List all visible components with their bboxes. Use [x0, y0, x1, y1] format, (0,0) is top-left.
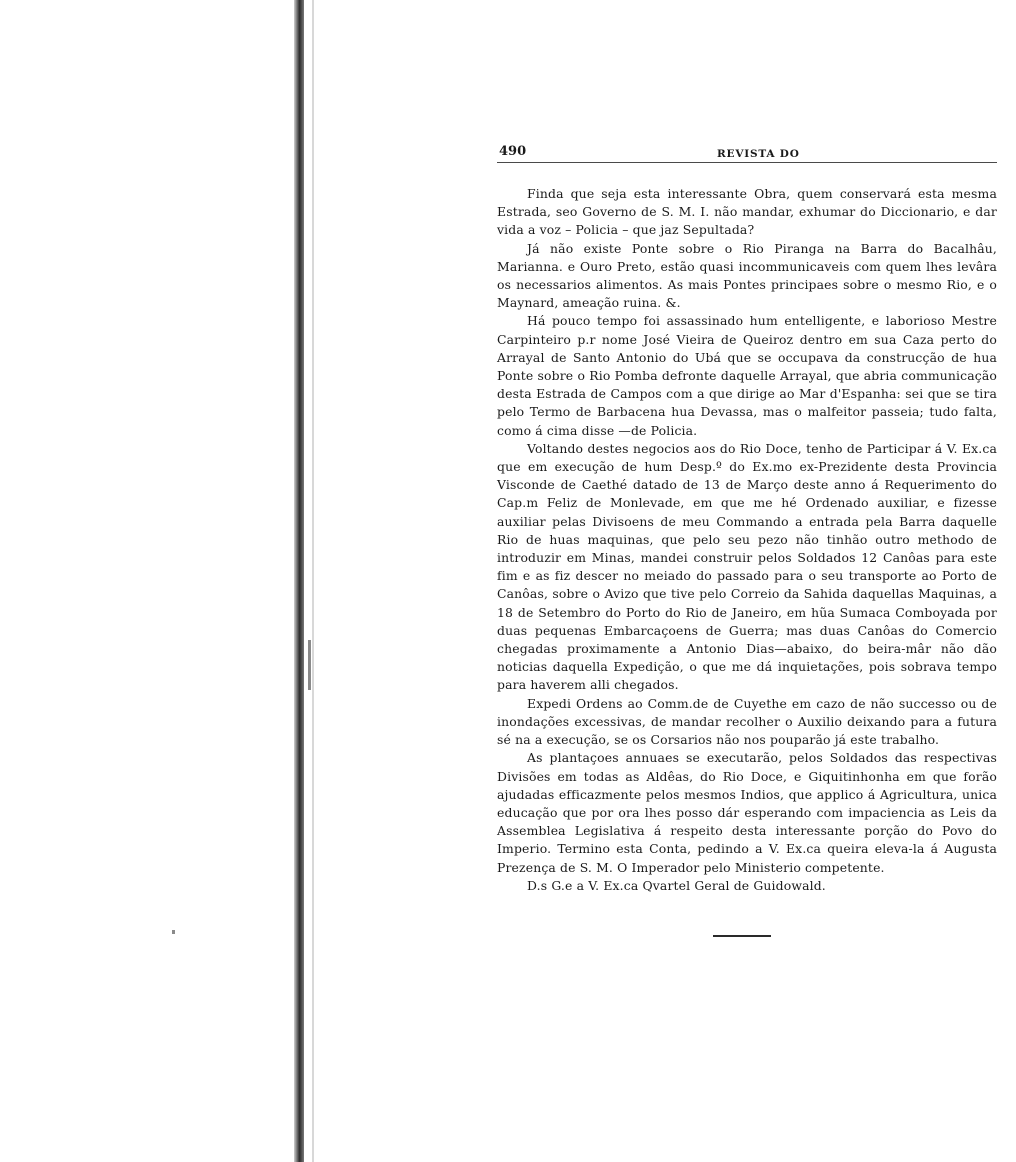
paragraph: Há pouco tempo foi assassinado hum entelligente, e laborioso Mestre Carpinteiro p.r nome José Vieira de Queiroz dentro em sua Caza perto do Arrayal de Santo Antonio do Ubá que se occupava da construcção de hua Ponte sobre o Rio Pomba defronte daquelle Arrayal, que abria communicação desta Estrada de Campos com a que dirige ao Mar d'Espanha: sei que se tira pelo Termo de Barbacena hua Devassa, mas o malfeitor passeia; tudo falta, como á cima disse —de Policia. — [497, 313, 997, 438]
paragraph: Expedi Ordens ao Comm.de de Cuyethe em cazo de não successo ou de inondações excessivas, de mandar recolher o Auxilio deixando para a futura sé na a execução, se os Corsarios não nos pouparão já este trabalho. — [497, 695, 997, 748]
body-text — [497, 185, 997, 895]
blank-left-page — [0, 0, 312, 1162]
paragraph: Finda que seja esta interessante Obra, quem conservará esta mesma Estrada, seo Governo de S. M. I. não mandar, exhumar do Diccionario, e dar vida a voz – Policia – que jaz Sepultada? — [497, 186, 997, 238]
paragraph: Voltando destes negocios aos do Rio Doce, tenho de Participar á V. Ex.ca que em execução de hum Desp.º do Ex.mo ex-Prezidente desta Provincia Visconde de Caethé datado de 13 de Março deste anno á Requerimento do Cap.m Feliz de Monlevade, em que me hé Ordenado auxiliar, e fizesse auxiliar pelas Divisoens de meu Commando a entrada pela Barra daquelle Rio de huas maquinas, que pelo seu pezo não tinhão outro methodo de introduzir em Minas, mandei construir pelos Soldados 12 Canôas para este fim e as fiz descer no meiado do passado para o seu transporte ao Porto de Canôas, sobre o Avizo que tive pelo Correio da Sahida daquellas Maquinas, a 18 de Setembro do Porto do Rio de Janeiro, em hũa Sumaca Comboyada por duas pequenas Embarcaçoens de Guerra; mas duas Canôas do Comercio chegadas proximamente a Antonio Dias—abaixo, do beira-mâr não dão noticias daquella Expedição, o que me dá inquietações, pois sobrava tempo para haverem alli chegados. — [497, 440, 997, 693]
closing-line: D.s G.e a V. Ex.ca Qvartel Geral de Guidowald. — [527, 877, 826, 893]
book-gutter — [294, 0, 304, 1162]
page-number: 490 — [499, 144, 527, 159]
gutter-edge — [312, 0, 314, 1162]
end-rule — [713, 935, 771, 937]
journal-title: REVISTA DO — [717, 148, 800, 160]
paragraph: As plantaçoes annuaes se executarão, pelos Soldados das respectivas Divisões em todas as Aldêas, do Rio Doce, e Giquitinhonha em que forão ajudadas efficazmente pelos mesmos Indios, que applico á Agricultura, unica educação que por ora lhes posso dár esperando com impaciencia as Leis da Assemblea Legislativa á respeito desta interessante porção do Povo do Imperio. Termino esta Conta, pedindo a V. Ex.ca queira eleva-la á Augusta Prezença de S. M. O Imperador pelo Ministerio competente. — [497, 750, 997, 875]
book-page — [497, 142, 997, 937]
scan-mark — [308, 640, 311, 690]
scan-mark — [172, 930, 175, 934]
running-head — [497, 142, 997, 163]
paragraph: Já não existe Ponte sobre o Rio Piranga na Barra do Bacalhâu, Marianna. e Ouro Preto, estão quasi incommunicaveis com quem lhes levâra os necessarios alimentos. As mais Pontes principaes sobre o mesmo Rio, e o Maynard, ameação ruina. &. — [497, 240, 997, 311]
